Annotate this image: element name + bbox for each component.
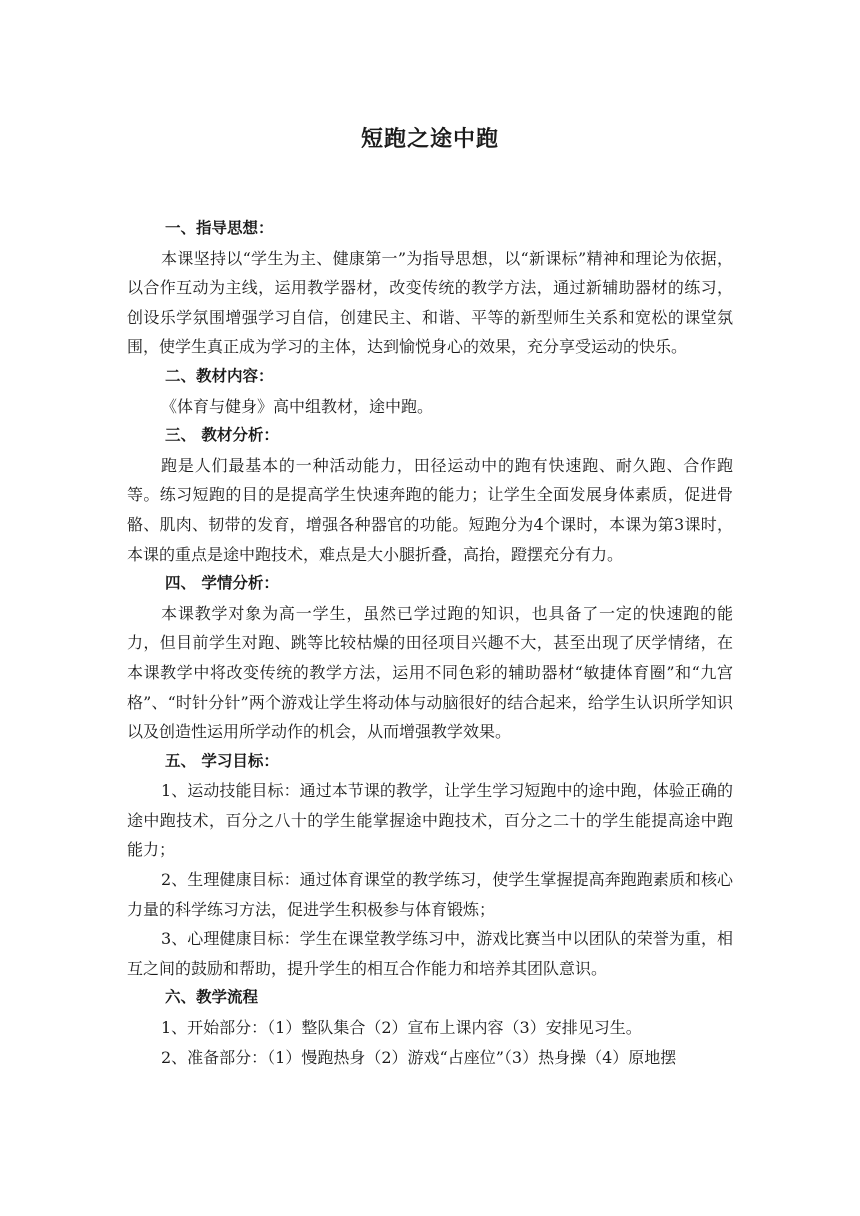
section-heading-teaching-process: 六、教学流程 [165,988,259,1007]
section-paragraph: 1、运动技能目标：通过本节课的教学，让学生学习短跑中的途中跑，体验正确的途中跑技术，百分之八十的学生能掌握途中跑技术，百分之二十的学生能提高途中跑能力； [127,781,733,860]
document-title: 短跑之途中跑 [360,127,499,152]
section-heading-material-analysis: 三、 教材分析： [165,426,279,445]
document-body [127,214,733,1072]
section-paragraph: 本课坚持以“学生为主、健康第一”为指导思想，以“新课标”精神和理论为依据，以合作互动为主线，运用教学器材，改变传统的教学方法，通过新辅助器材的练习，创设乐学氛围增强学习自信，创建民主、和谐、平等的新型师生关系和宽松的课堂氛围，使学生真正成为学习的主体，达到愉悦身心的效果，充分享受运动的快乐。 [127,248,733,357]
section-heading-guiding-ideology: 一、指导思想： [165,219,274,237]
section-heading-learning-goals: 五、 学习目标： [165,751,279,770]
section-paragraph: 3、心理健康目标：学生在课堂教学练习中，游戏比赛当中以团队的荣誉为重，相互之间的鼓励和帮助，提升学生的相互合作能力和培养其团队意识。 [127,929,733,978]
section-paragraph: 2、准备部分：（1）慢跑热身（2）游戏“占座位”（3）热身操（4）原地摆 [161,1047,677,1067]
section-paragraph: 2、生理健康目标：通过体育课堂的教学练习，使学生掌握提高奔跑跑素质和核心力量的科学练习方法，促进学生积极参与体育锻炼； [127,870,733,919]
section-heading-teaching-content: 二、教材内容： [165,366,274,385]
section-paragraph: 跑是人们最基本的一种活动能力，田径运动中的跑有快速跑、耐久跑、合作跑等。练习短跑的目的是提高学生快速奔跑的能力；让学生全面发展身体素质，促进骨骼、肌肉、韧带的发育，增强各种器官的功能。短跑分为4个课时，本课为第3课时，本课的重点是途中跑技术，难点是大小腿折叠，高抬，蹬摆充分有力。 [127,455,733,564]
section-paragraph: 1、开始部分：（1）整队集合（2）宣布上课内容（3）安排见习生。 [161,1018,642,1038]
section-paragraph: 本课教学对象为高一学生，虽然已学过跑的知识，也具备了一定的快速跑的能力，但目前学生对跑、跳等比较枯燥的田径项目兴趣不大，甚至出现了厌学情绪，在本课教学中将改变传统的教学方法，运用不同色彩的辅助器材“敏捷体育圈”和“九宫格”、“时针分针”两个游戏让学生将动体与动脑很好的结合起来，给学生认识所学知识以及创造性运用所学动作的机会，从而增强教学效果。 [127,603,733,742]
section-heading-student-analysis: 四、 学情分析： [165,574,279,593]
section-paragraph: 《体育与健身》高中组教材，途中跑。 [161,396,434,416]
